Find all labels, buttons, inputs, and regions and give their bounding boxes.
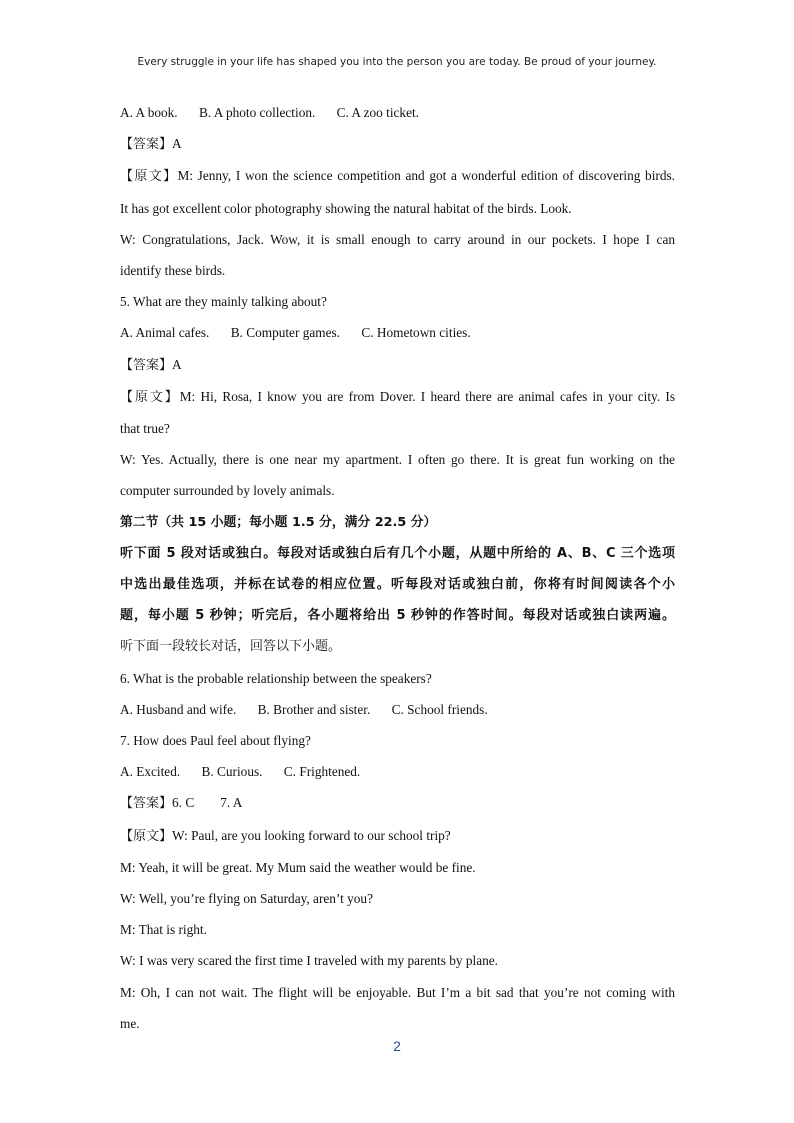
- q67-script-line-7: me.: [120, 1015, 140, 1031]
- q4-script-line-2: It has got excellent color photography showing the natural habitat of the birds. Look.: [120, 200, 572, 216]
- q5-option-c: C. Hometown cities.: [361, 325, 471, 341]
- q5-script-text: M: Hi, Rosa, I know you are from Dover. I heard there are animal cafes in your city. Is: [179, 388, 675, 404]
- q7-option-b: B. Curious.: [201, 764, 263, 780]
- answer-tag: 【答案】: [120, 357, 173, 373]
- q5-option-b: B. Computer games.: [230, 325, 341, 341]
- q67-script-line-2: M: Yeah, it will be great. My Mum said the weather would be fine.: [120, 859, 476, 875]
- q4-options: [120, 97, 675, 128]
- script-tag: 【原文】: [120, 828, 173, 844]
- q4-option-a: A. A book.: [120, 105, 178, 120]
- section-2-instruction-1: 听下面 5 段对话或独白。每段对话或独白后有几个小题，从题中所给的 A、B、C 三个选项: [120, 545, 675, 561]
- q5-script-line-1: [120, 381, 675, 413]
- q67-script-line-1: [120, 820, 675, 852]
- script-tag: 【原文】: [120, 169, 178, 185]
- q4-option-c: C. A zoo ticket.: [336, 105, 419, 120]
- document-body: [120, 97, 675, 1039]
- section-2-title: 第二节（共 15 小题；每小题 1.5 分，满分 22.5 分）: [120, 514, 437, 530]
- page-number: 2: [393, 1038, 401, 1054]
- q67-script-text: W: Paul, are you looking forward to our school trip?: [172, 827, 451, 843]
- q5-options: [120, 317, 675, 348]
- q7-options: [120, 756, 675, 787]
- q7-question: 7. How does Paul feel about flying?: [120, 733, 311, 749]
- q6-option-c: C. School friends.: [391, 701, 488, 717]
- q67-script-line-4: M: That is right.: [120, 922, 207, 938]
- q5-option-a: A. Animal cafes.: [120, 325, 210, 341]
- q6-options: [120, 694, 675, 725]
- q4-script-line-1: [120, 160, 675, 192]
- q67-answer: [120, 787, 675, 819]
- q6-question: 6. What is the probable relationship between the speakers?: [120, 670, 432, 686]
- q4-option-b: B. A photo collection.: [198, 105, 316, 120]
- answer-tag: 【答案】: [120, 137, 173, 153]
- q6-answer-value: 6. C: [172, 795, 195, 811]
- q7-option-a: A. Excited.: [120, 764, 181, 780]
- q67-script-line-5: W: I was very scared the first time I traveled with my parents by plane.: [120, 953, 498, 969]
- q67-script-line-6: M: Oh, I can not wait. The flight will be enjoyable. But I’m a bit sad that you’re not coming with: [120, 984, 675, 1000]
- q4-script-line-4: identify these birds.: [120, 263, 226, 279]
- q5-question: 5. What are they mainly talking about?: [120, 294, 327, 310]
- q4-script-line-3: W: Congratulations, Jack. Wow, it is small enough to carry around in our pockets. I hope I can: [120, 231, 675, 247]
- section-2-instruction-3: 题，每小题 5 秒钟；听完后，各小题将给出 5 秒钟的作答时间。每段对话或独白读两遍。: [120, 608, 675, 624]
- answer-tag: 【答案】: [120, 796, 173, 812]
- q67-script-line-3: W: Well, you’re flying on Saturday, aren’t you?: [120, 891, 373, 907]
- section-2-lead: 听下面一段较长对话，回答以下小题。: [120, 639, 342, 655]
- q4-answer: [120, 128, 675, 160]
- q5-script-line-2: that true?: [120, 421, 170, 437]
- section-2-instruction-2: 中选出最佳选项，并标在试卷的相应位置。听每段对话或独白前，你将有时间阅读各个小: [120, 577, 675, 593]
- script-tag: 【原文】: [120, 389, 180, 405]
- q5-answer: [120, 349, 675, 381]
- q5-script-line-4: computer surrounded by lovely animals.: [120, 483, 335, 499]
- page-header-motto: Every struggle in your life has shaped you into the person you are today. Be proud of your journey.: [137, 56, 657, 68]
- q7-option-c: C. Frightened.: [283, 764, 361, 780]
- q5-answer-value: A: [172, 356, 182, 372]
- q4-script-text: M: Jenny, I won the science competition and got a wonderful edition of discovering birds.: [177, 168, 675, 184]
- q7-answer-value: 7. A: [220, 795, 243, 811]
- q6-option-a: A. Husband and wife.: [120, 701, 237, 717]
- q6-option-b: B. Brother and sister.: [257, 701, 371, 717]
- q5-script-line-3: W: Yes. Actually, there is one near my apartment. I often go there. It is great fun working on the: [120, 452, 675, 468]
- q4-answer-value: A: [172, 136, 182, 152]
